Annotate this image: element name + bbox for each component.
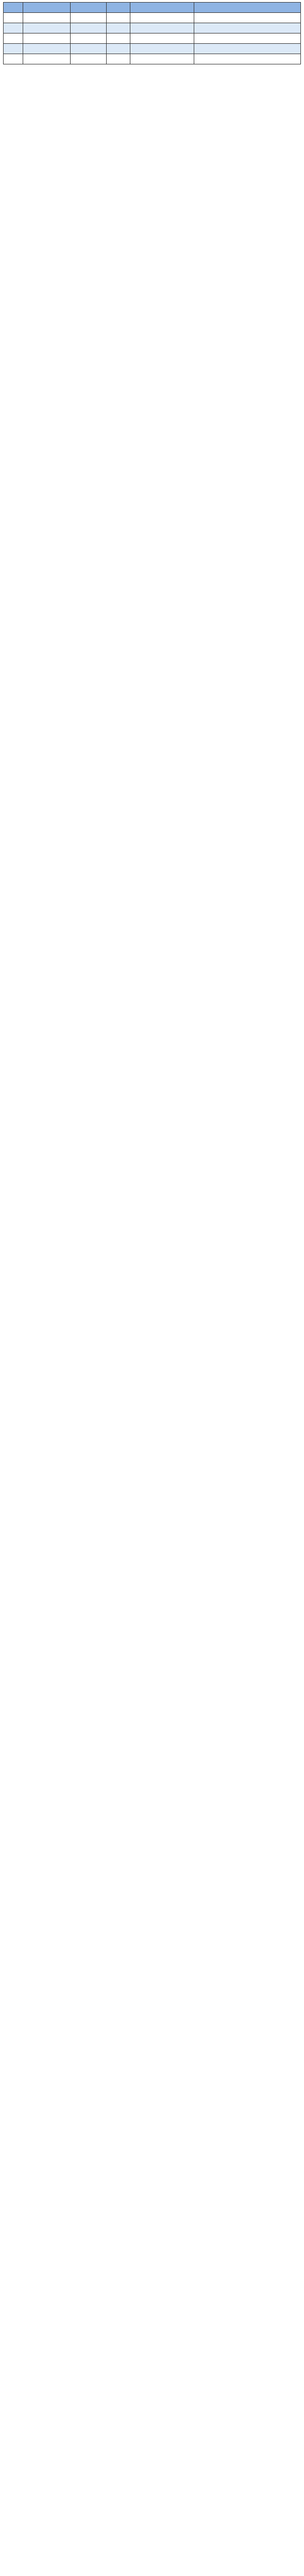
cell-gender — [107, 33, 130, 44]
table-row — [4, 13, 301, 23]
cell-student-id — [23, 54, 71, 64]
roster-sheet — [0, 0, 304, 69]
cell-student-name — [71, 54, 107, 64]
cell-major — [194, 23, 301, 33]
cell-gender — [107, 23, 130, 33]
cell-index — [4, 54, 23, 64]
header-major — [194, 3, 301, 13]
table-row — [4, 33, 301, 44]
table-body — [4, 13, 301, 64]
header-student-id — [23, 3, 71, 13]
cell-major — [194, 44, 301, 54]
cell-student-id — [23, 13, 71, 23]
cell-gender — [107, 13, 130, 23]
cell-index — [4, 44, 23, 54]
table-row — [4, 23, 301, 33]
cell-class — [130, 44, 194, 54]
cell-gender — [107, 54, 130, 64]
cell-major — [194, 33, 301, 44]
cell-class — [130, 54, 194, 64]
header-gender — [107, 3, 130, 13]
header-student-name — [71, 3, 107, 13]
cell-class — [130, 23, 194, 33]
cell-student-name — [71, 23, 107, 33]
cell-student-name — [71, 13, 107, 23]
cell-class — [130, 33, 194, 44]
cell-student-id — [23, 44, 71, 54]
cell-index — [4, 23, 23, 33]
cell-index — [4, 33, 23, 44]
cell-index — [4, 13, 23, 23]
cell-student-name — [71, 33, 107, 44]
header-index — [4, 3, 23, 13]
cell-major — [194, 13, 301, 23]
table-row — [4, 44, 301, 54]
table-header-row — [4, 3, 301, 13]
cell-student-id — [23, 23, 71, 33]
cell-student-name — [71, 44, 107, 54]
table-row — [4, 54, 301, 64]
cell-gender — [107, 44, 130, 54]
student-roster-table — [3, 2, 301, 64]
cell-class — [130, 13, 194, 23]
header-class — [130, 3, 194, 13]
cell-student-id — [23, 33, 71, 44]
cell-major — [194, 54, 301, 64]
